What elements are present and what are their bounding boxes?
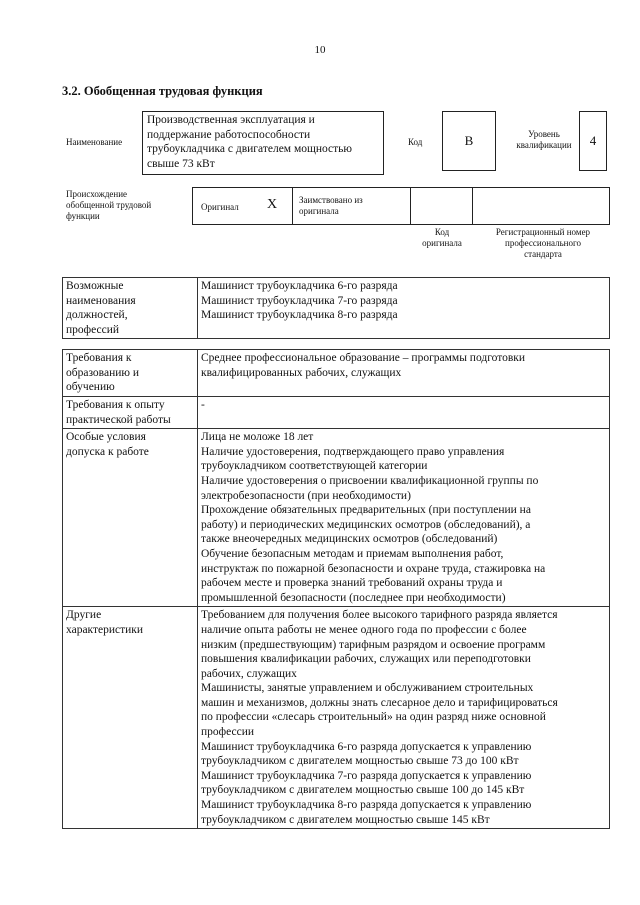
level-value: 4 <box>579 111 607 171</box>
code-label: Код <box>408 137 423 147</box>
code-original-label: Код оригинала <box>422 227 462 248</box>
other-label: Другие характеристики <box>63 607 198 829</box>
origin-divider <box>292 188 293 224</box>
name-value-line: Производственная эксплуатация и <box>147 114 315 126</box>
name-value-line: свыше 73 кВт <box>147 157 215 170</box>
table-row <box>63 429 610 607</box>
name-label: Наименование <box>66 137 123 147</box>
origin-divider <box>472 188 473 224</box>
education-value: Среднее профессиональное образование – программы подготовки квалифицированных рабочих, служащих <box>198 350 610 397</box>
table-row <box>63 397 610 429</box>
table-row <box>63 278 610 339</box>
table-row <box>63 350 610 397</box>
page-number: 10 <box>314 44 326 56</box>
origin-divider <box>410 188 411 224</box>
position-item: Машинист трубоукладчика 7-го разряда <box>201 294 398 307</box>
name-value-line: трубоукладчика с двигателем мощностью <box>147 143 352 155</box>
education-label: Требования к образованию и обучению <box>63 350 198 397</box>
admission-value: Лица не моложе 18 лет Наличие удостоверения, подтверждающего право управления трубоукладчиком соответствующей категории Наличие удостоверения о присвоении квалификационной группы по электробезопасности (при необходимости) Прохождение обязательных предварительных (при поступлении на работу) и периодических медицинских осмотров (обследований), а также внеочередных медицинских осмотров (обследований) Обучение безопасным методам и приемам выполнения работ, инструктаж по пожарной безопасности и охране труда, стажировка на рабочем месте и проверка знаний требований охраны труда и промышленной безопасности (последнее при необходимости) <box>198 429 610 607</box>
origin-table <box>192 187 610 225</box>
original-label: Оригинал <box>201 202 239 212</box>
original-mark: X <box>267 197 278 212</box>
positions-table <box>62 277 610 339</box>
code-value: B <box>442 111 496 171</box>
requirements-table <box>62 349 610 829</box>
other-value: Требованием для получения более высокого тарифного разряда является наличие опыта работы не менее одного года по профессии с более низким (предшествующим) тарифным разрядом и освоение программ повышения квалификации рабочих, служащих или переподготовки рабочих, служащих Машинисты, занятые управлением и обслуживанием строительных машин и механизмов, должны знать слесарное дело и тарифицироваться по профессии «слесарь строительный» на один разряд ниже основной профессии Машинист трубоукладчика 6-го разряда допускается к управлению трубоукладчиком с двигателем мощностью свыше 73 до 100 кВт Машинист трубоукладчика 7-го разряда допускается к управлению трубоукладчиком с двигателем мощностью свыше 100 до 145 кВт Машинист трубоукладчика 8-го разряда допускается к управлению трубоукладчиком с двигателем мощностью свыше 145 кВт <box>198 607 610 829</box>
origin-label: Происхождение обобщенной трудовой функции <box>66 189 152 221</box>
position-item: Машинист трубоукладчика 8-го разряда <box>201 309 398 322</box>
table-row <box>63 607 610 829</box>
borrowed-label: Заимствовано из оригинала <box>299 195 363 216</box>
level-label: Уровень квалификации <box>516 129 572 150</box>
name-value-box <box>142 111 384 175</box>
experience-label: Требования к опыту практической работы <box>63 397 198 429</box>
positions-label: Возможные наименования должностей, профессий <box>63 278 198 339</box>
reg-number-label: Регистрационный номер профессионального стандарта <box>495 227 591 259</box>
experience-value: - <box>198 397 610 429</box>
positions-values <box>198 278 610 339</box>
name-value-line: поддержание работоспособности <box>147 128 311 141</box>
admission-label: Особые условия допуска к работе <box>63 429 198 607</box>
section-heading: 3.2. Обобщенная трудовая функция <box>62 84 263 98</box>
position-item: Машинист трубоукладчика 6-го разряда <box>201 280 398 292</box>
